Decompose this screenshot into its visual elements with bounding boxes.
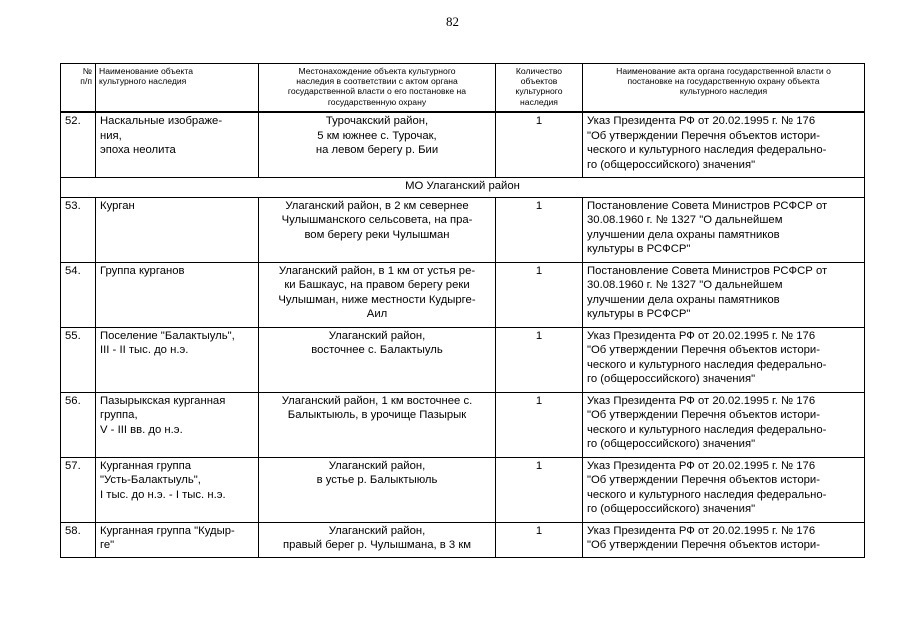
row-number: 53.	[61, 197, 96, 262]
protection-act: Указ Президента РФ от 20.02.1995 г. № 176 "Об утверждении Перечня объектов истори- ческого и культурного наследия федерально- го (общероссийского) значения"	[583, 457, 865, 522]
protection-act: Указ Президента РФ от 20.02.1995 г. № 176 "Об утверждении Перечня объектов истори- ческого и культурного наследия федерально- го (общероссийского) значения"	[583, 327, 865, 392]
section-title: МО Улаганский район	[61, 178, 865, 198]
object-name: Поселение "Балактыуль", III - II тыс. до н.э.	[96, 327, 259, 392]
section-heading-row	[61, 178, 865, 198]
object-quantity: 1	[496, 197, 583, 262]
protection-act: Постановление Совета Министров РСФСР от 30.08.1960 г. № 1327 "О дальнейшем улучшении дела охраны памятников культуры в РСФСР"	[583, 197, 865, 262]
table-row	[61, 197, 865, 262]
table-header	[61, 64, 865, 113]
table-row	[61, 112, 865, 178]
table-row	[61, 262, 865, 327]
object-location: Улаганский район, восточнее с. Балактыуль	[259, 327, 496, 392]
row-number: 56.	[61, 392, 96, 457]
header-act: Наименование акта органа государственной власти о постановке на государственную охрану объекта культурного наследия	[583, 64, 865, 113]
object-location: Турочакский район, 5 км южнее с. Турочак, на левом берегу р. Бии	[259, 112, 496, 178]
object-quantity: 1	[496, 112, 583, 178]
object-location: Улаганский район, правый берег р. Чулышмана, в 3 км	[259, 522, 496, 557]
row-number: 57.	[61, 457, 96, 522]
object-name: Пазырыкская курганная группа, V - III вв. до н.э.	[96, 392, 259, 457]
object-location: Улаганский район, в устье р. Балыктыюль	[259, 457, 496, 522]
object-name: Курганная группа "Кудыр- ге"	[96, 522, 259, 557]
header-location: Местонахождение объекта культурного наследия в соответствии с актом органа государственной власти о его постановке на государственную охрану	[259, 64, 496, 113]
object-location: Улаганский район, в 2 км севернее Чулышманского сельсовета, на пра- вом берегу реки Чулышман	[259, 197, 496, 262]
object-location: Улаганский район, 1 км восточнее с. Балыктыюль, в урочище Пазырык	[259, 392, 496, 457]
row-number: 54.	[61, 262, 96, 327]
protection-act: Постановление Совета Министров РСФСР от 30.08.1960 г. № 1327 "О дальнейшем улучшении дела охраны памятников культуры в РСФСР"	[583, 262, 865, 327]
header-row	[61, 64, 865, 113]
header-number: № п/п	[61, 64, 96, 113]
object-name: Курган	[96, 197, 259, 262]
object-quantity: 1	[496, 522, 583, 557]
protection-act: Указ Президента РФ от 20.02.1995 г. № 176 "Об утверждении Перечня объектов истори- ческого и культурного наследия федерально- го (общероссийского) значения"	[583, 392, 865, 457]
row-number: 52.	[61, 112, 96, 178]
page-number: 82	[446, 14, 459, 29]
row-number: 55.	[61, 327, 96, 392]
table-row	[61, 392, 865, 457]
object-name: Курганная группа "Усть-Балактыуль", I тыс. до н.э. - I тыс. н.э.	[96, 457, 259, 522]
object-location: Улаганский район, в 1 км от устья ре- ки Башкаус, на правом берегу реки Чулышман, ниже местности Кудырге- Аил	[259, 262, 496, 327]
table-row	[61, 327, 865, 392]
header-quantity: Количество объектов культурного наследия	[496, 64, 583, 113]
heritage-objects-table	[60, 63, 865, 558]
object-quantity: 1	[496, 457, 583, 522]
row-number: 58.	[61, 522, 96, 557]
object-quantity: 1	[496, 327, 583, 392]
object-name: Группа курганов	[96, 262, 259, 327]
table-row	[61, 522, 865, 557]
table-body	[61, 112, 865, 557]
protection-act: Указ Президента РФ от 20.02.1995 г. № 176 "Об утверждении Перечня объектов истори- ческого и культурного наследия федерально- го (общероссийского) значения"	[583, 112, 865, 178]
object-name: Наскальные изображе- ния, эпоха неолита	[96, 112, 259, 178]
object-quantity: 1	[496, 262, 583, 327]
header-object-name: Наименование объекта культурного наследия	[96, 64, 259, 113]
object-quantity: 1	[496, 392, 583, 457]
table-row	[61, 457, 865, 522]
protection-act: Указ Президента РФ от 20.02.1995 г. № 176 "Об утверждении Перечня объектов истори-	[583, 522, 865, 557]
